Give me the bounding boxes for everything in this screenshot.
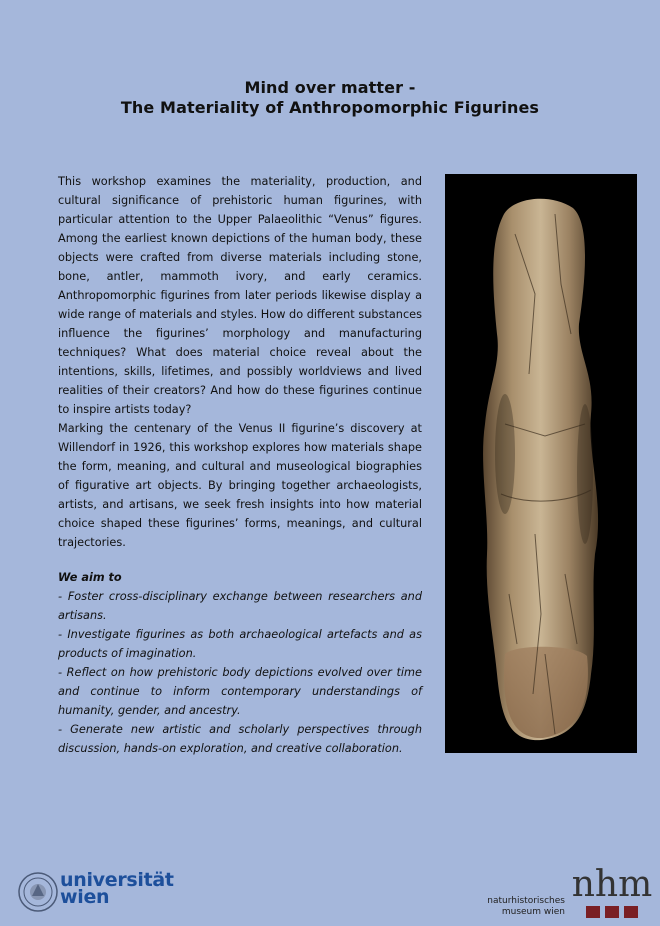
university-name <box>60 869 174 908</box>
figurine-image <box>445 174 637 753</box>
description-paragraph-2: Marking the centenary of the Venus II figurine’s discovery at Willendorf in 1926, this workshop explores how materials shape the form, meaning, and cultural and museological biographies of figurative art objects. By bringing together archaeologists, artists, and artisans, we seek fresh insights into how material choice shaped these figurines’ forms, meanings, and cultural trajectories. <box>58 422 422 549</box>
nhm-logo-text: nhm <box>571 864 653 905</box>
university-seal-icon <box>18 872 58 912</box>
natural-history-museum-logo <box>480 860 656 920</box>
title-line-2: The Materiality of Anthropomorphic Figurines <box>120 98 540 117</box>
university-vienna-logo <box>18 869 174 914</box>
poster-title <box>0 78 660 118</box>
description-paragraph-1: This workshop examines the materiality, production, and cultural significance of prehistoric human figurines, with particular attention to the Upper Palaeolithic “Venus” figures. Among the earliest known depictions of the human body, these objects were crafted from diverse materials including stone, bone, antler, mammoth ivory, and early ceramics. Anthropomorphic figurines from later periods likewise display a wide range of materials and styles. How do different substances influence the figurines’ morphology and manufacturing techniques? What does material choice reveal about the intentions, skills, lifetimes, and possibly worldviews and lived realities of their creators? And how do these figurines continue to inspire artists today? <box>58 175 422 416</box>
museum-name-line-2: museum wien <box>501 907 565 917</box>
museum-name-line-1: naturhistorisches <box>487 896 565 906</box>
university-name-line-1: universität <box>60 869 174 891</box>
title-line-1: Mind over matter - <box>244 78 416 97</box>
aims-item: - Foster cross-disciplinary exchange between researchers and artisans. <box>58 590 422 622</box>
university-name-line-2: wien <box>60 886 110 908</box>
aims-section <box>58 568 422 758</box>
venus-figurine-photo <box>445 174 637 753</box>
aims-item: - Generate new artistic and scholarly perspectives through discussion, hands-on exploration, and creative collaboration. <box>58 723 422 755</box>
description-text <box>58 172 422 552</box>
aims-heading: We aim to <box>58 571 122 584</box>
aims-item: - Reflect on how prehistoric body depictions evolved over time and continue to inform contemporary understandings of humanity, gender, and ancestry. <box>58 666 422 717</box>
nhm-logo-icon <box>570 860 654 920</box>
aims-item: - Investigate figurines as both archaeological artefacts and as products of imagination. <box>58 628 422 660</box>
museum-name <box>480 896 565 918</box>
